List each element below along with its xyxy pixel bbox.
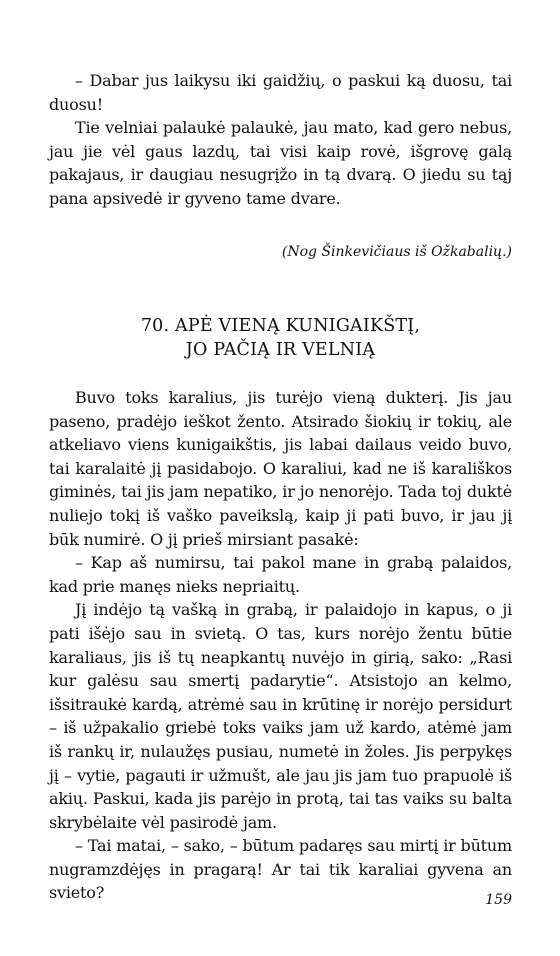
body-paragraph: – Tai matai, – sako, – būtum padaręs sau mirtį ir būtum nugramzdėjęs in pragarą! Ar tai tik karaliai gyvena an svieto? bbox=[49, 836, 512, 903]
chapter-heading-line-2: JO PAČIĄ IR VELNIĄ bbox=[185, 340, 376, 360]
dialogue-paragraph: – Dabar jus laikysu iki gaidžių, o paskui ką duosu, tai duosu! bbox=[49, 71, 512, 114]
chapter-heading-line-1: 70. APĖ VIENĄ KUNIGAIKŠTĮ, bbox=[140, 316, 421, 336]
body-paragraph: Jį indėjo tą vašką in grabą, ir palaidojo in kapus, o ji pati išėjo sau in svietą. O tas, kurs norėjo žentu būtie karaliaus, jis iš tų neapkantų nuvėjo in girią, sako: „Rasi kur galėsu sau smertį padarytie“. Atsistojo an kelmo, išsitraukė kardą, atrėmė sau in krūtinę ir norėjo persidurt – iš užpakalio griebė toks vaiks jam už kardo, atėmė jam iš rankų ir, nulaužęs pusiau, numetė in žoles. Jis perpykęs jį – vytie, pagauti ir užmušt, ale jau jis jam tuo prapuolė iš akių. Paskui, kada jis parėjo in protą, tai tas vaiks su balta skrybėlaite vėl pasirodė jam. bbox=[49, 600, 512, 832]
page-number: 159 bbox=[485, 892, 512, 908]
top-text-block bbox=[49, 69, 512, 211]
body-text-block bbox=[49, 386, 512, 905]
chapter-heading bbox=[49, 314, 512, 362]
body-paragraph: – Kap aš numirsu, tai pakol mane in grabą palaidos, kad prie manęs nieks nepriaitų. bbox=[49, 553, 512, 596]
body-paragraph: Buvo toks karalius, jis turėjo vieną dukterį. Jis jau paseno, pradėjo ieškot žento. Atsirado šiokių ir tokių, ale atkeliavo viens kunigaikštis, jis labai dailaus veido buvo, tai karalaitė jį pasidabojo. O karaliui, kad ne iš karališkos giminės, tai jis jam nepatiko, ir jo nenorėjo. Tada toj duktė nuliejo tokį iš vaško paveikslą, kaip ji pati buvo, ir jau jį būk numirė. O jį prieš mirsiant pasakė: bbox=[49, 388, 512, 549]
story-paragraph: Tie velniai palaukė palaukė, jau mato, kad gero nebus, jau jie vėl gaus lazdų, tai visi kaip rovė, išgrovę galą pakajaus, ir daugiau nesugrįžo in tą dvarą. O jiedu su tąj pana apsivedė ir gyveno tame dvare. bbox=[49, 118, 512, 208]
source-attribution: (Nog Šinkevičiaus iš Ožkabalių.) bbox=[281, 244, 512, 260]
